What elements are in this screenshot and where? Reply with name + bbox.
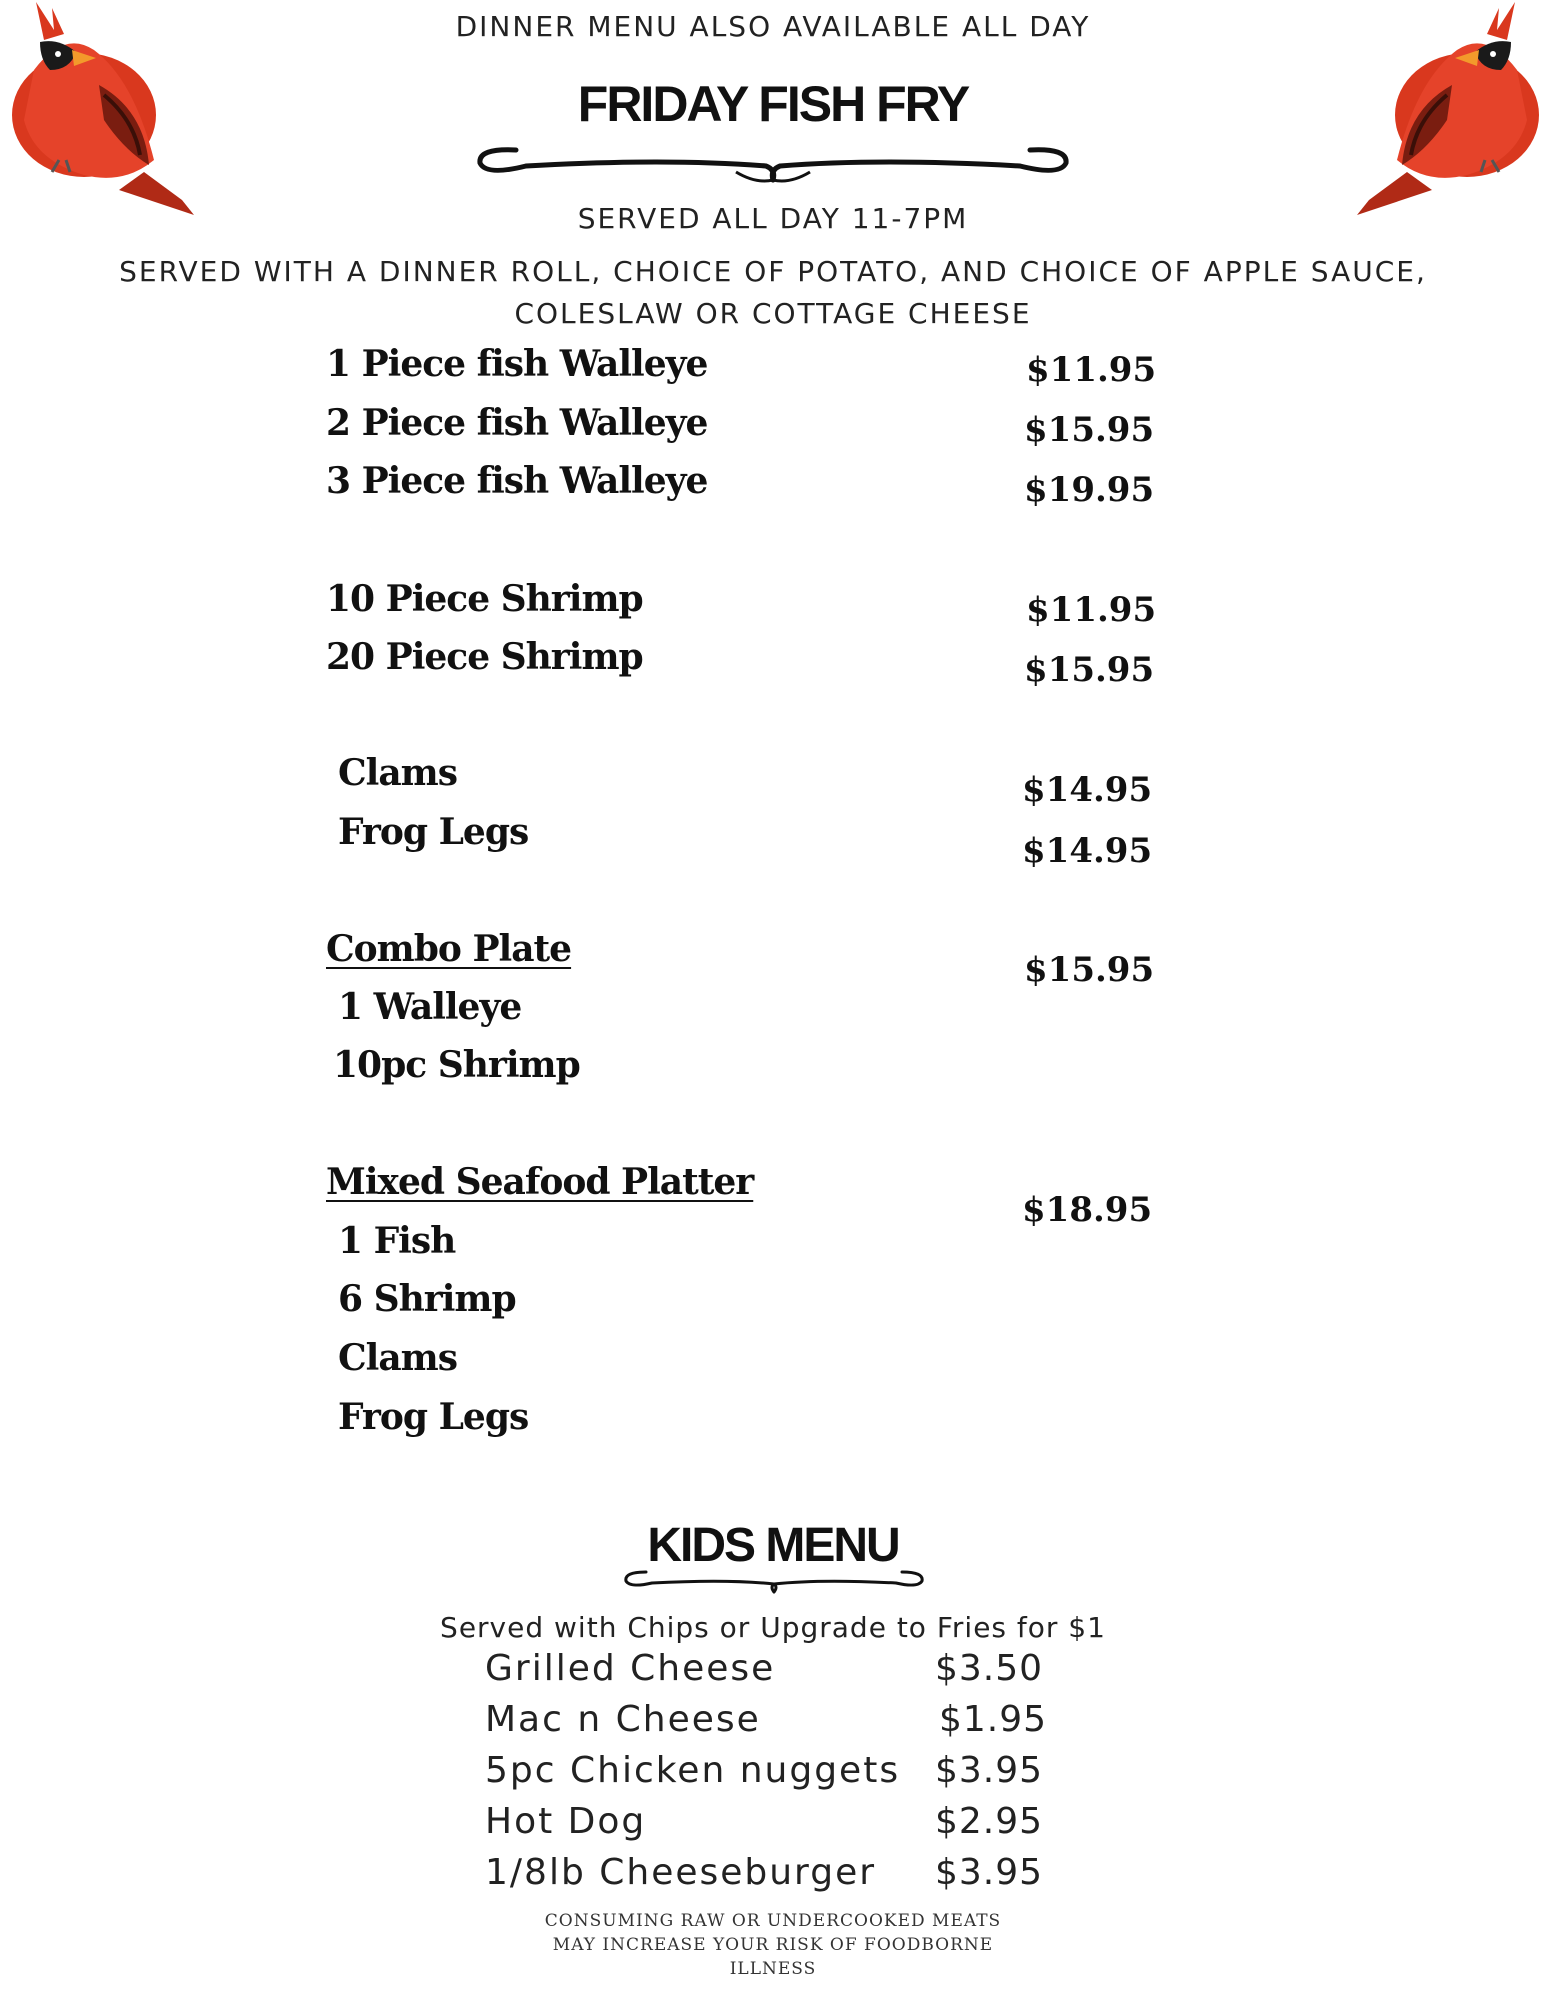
disclaimer-line-3: ILLNESS bbox=[729, 1959, 817, 1979]
seafood-platter-title: Mixed Seafood Platter bbox=[326, 1161, 754, 1203]
menu-item-price: $15.95 bbox=[1024, 650, 1155, 690]
menu-item-price: $14.95 bbox=[1022, 770, 1153, 810]
seafood-platter-component: Clams bbox=[338, 1337, 458, 1379]
combo-plate-component: 1 Walleye bbox=[338, 986, 522, 1028]
menu-item-price: $15.95 bbox=[1024, 410, 1155, 450]
seafood-platter-component: 6 Shrimp bbox=[338, 1278, 516, 1320]
kids-item-name: Hot Dog bbox=[485, 1801, 647, 1842]
kids-item-price: $1.95 bbox=[939, 1699, 1048, 1740]
menu-item-price: $19.95 bbox=[1024, 470, 1155, 510]
seafood-platter-component: 1 Fish bbox=[338, 1220, 456, 1262]
served-with-description bbox=[90, 251, 1456, 335]
kids-item-price: $3.95 bbox=[935, 1750, 1044, 1791]
menu-item-name: 2 Piece fish Walleye bbox=[326, 402, 708, 444]
kids-item-price: $3.95 bbox=[935, 1852, 1044, 1893]
kids-menu-title: KIDS MENU bbox=[647, 1519, 899, 1572]
disclaimer-line-2: MAY INCREASE YOUR RISK OF FOODBORNE bbox=[552, 1935, 994, 1955]
kids-item-name: 5pc Chicken nuggets bbox=[485, 1750, 901, 1791]
kids-item-name: Grilled Cheese bbox=[485, 1648, 776, 1689]
combo-plate-price: $15.95 bbox=[1024, 950, 1155, 990]
served-with-line-1: SERVED WITH A DINNER ROLL, CHOICE OF POTATO, AND CHOICE OF APPLE SAUCE, bbox=[119, 255, 1427, 288]
menu-item-name: 1 Piece fish Walleye bbox=[326, 343, 708, 385]
served-hours: SERVED ALL DAY 11-7PM bbox=[577, 202, 969, 235]
title-divider-ornament bbox=[466, 128, 1080, 190]
kids-item-name: Mac n Cheese bbox=[485, 1699, 761, 1740]
menu-item-name: 10 Piece Shrimp bbox=[326, 578, 643, 620]
top-note: DINNER MENU ALSO AVAILABLE ALL DAY bbox=[455, 10, 1091, 43]
menu-item-price: $14.95 bbox=[1022, 831, 1153, 871]
combo-plate-component: 10pc Shrimp bbox=[333, 1044, 580, 1086]
kids-item-name: 1/8lb Cheeseburger bbox=[485, 1852, 877, 1893]
seafood-platter-component: Frog Legs bbox=[338, 1396, 529, 1438]
served-with-line-2: COLESLAW OR COTTAGE CHEESE bbox=[514, 297, 1032, 330]
kids-item-price: $3.50 bbox=[935, 1648, 1044, 1689]
menu-item-name: Clams bbox=[338, 752, 458, 794]
menu-item-name: 3 Piece fish Walleye bbox=[326, 460, 708, 502]
disclaimer-line-1: CONSUMING RAW OR UNDERCOOKED MEATS bbox=[544, 1911, 1002, 1931]
kids-item-price: $2.95 bbox=[935, 1801, 1044, 1842]
combo-plate-title: Combo Plate bbox=[326, 928, 572, 970]
menu-item-name: Frog Legs bbox=[338, 811, 529, 853]
kids-menu-note: Served with Chips or Upgrade to Fries for $1 bbox=[440, 1611, 1106, 1644]
menu-item-price: $11.95 bbox=[1026, 590, 1157, 630]
seafood-platter-price: $18.95 bbox=[1022, 1190, 1153, 1230]
menu-item-price: $11.95 bbox=[1026, 350, 1157, 390]
page-title: FRIDAY FISH FRY bbox=[577, 76, 969, 132]
menu-item-name: 20 Piece Shrimp bbox=[326, 636, 643, 678]
food-safety-disclaimer bbox=[523, 1909, 1023, 1981]
kids-divider-ornament bbox=[618, 1562, 930, 1596]
